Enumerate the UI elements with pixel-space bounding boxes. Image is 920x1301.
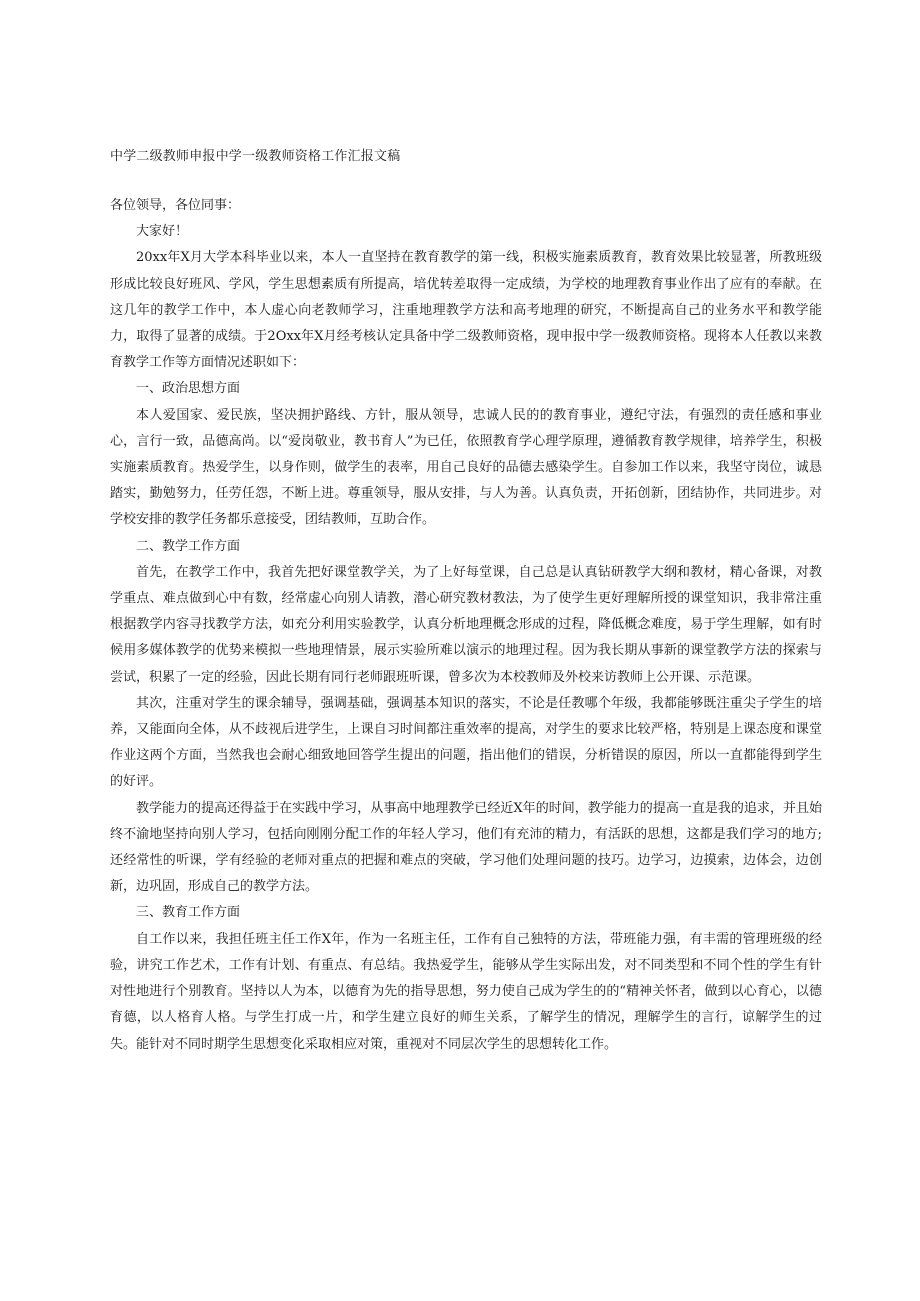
- intro-paragraph: 20xx年X月大学本科毕业以来，本人一直坚持在教育教学的第一线，积极实施素质教育，教育效果比较显著，所教班级形成比较良好班风、学风，学生思想素质有所提高，培优转差取得一定成绩，为学校的地理教育事业作出了应有的奉献。在这几年的教学工作中，本人虚心向老教师学习，注重地理教学方法和高考地理的研究，不断提高自己的业务水平和教学能力，取得了显著的成绩。于2Oxx年X月经考核认定具备中学二级教师资格，现申报中学一级教师资格。现将本人任教以来教育教学工作等方面情况述职如下：: [110, 250, 822, 371]
- section-heading-teaching: 二、教学工作方面: [136, 538, 241, 554]
- teaching-paragraph-1: 首先，在教学工作中，我首先把好课堂教学关，为了上好每堂课，自己总是认真钻研教学大纲和教材，精心备课，对教学重点、难点做到心中有数，经常虚心向别人请教，潜心研究教材教法，为了使学生更好理解所授的课堂知识，我非常注重根据教学内容寻找教学方法，如充分利用实验教学，认真分析地理概念形成的过程，降低概念难度，易于学生理解，如有时候用多媒体教学的优势来模拟一些地理情景，展示实验所难以演示的地理过程。因为我长期从事新的课堂教学方法的探索与尝试，积累了一定的经验，因此长期有同行老师跟班听课，曾多次为本校教师及外校来访教师上公开课、示范课。: [110, 564, 822, 685]
- teaching-paragraph-2: 其次，注重对学生的课余辅导，强调基础，强调基本知识的落实，不论是任教哪个年级，我都能够既注重尖子学生的培养，又能面向全体，从不歧视后进学生，上课自习时间都注重效率的提高，对学生的要求比较严格，特别是上课态度和课堂作业这两个方面，当然我也会耐心细致地回答学生提出的问题，指出他们的错误，分析错误的原因，所以一直都能得到学生的好评。: [110, 695, 822, 790]
- document-body: [110, 193, 822, 1058]
- political-paragraph: 本人爱国家、爱民族，坚决拥护路线、方针，服从领导，忠诚人民的的教育事业，遵纪守法，有强烈的责任感和事业心，言行一致，品德高尚。以“爱岗敬业，教书育人”为已任，依照教育学心理学原理，遵循教育教学规律，培养学生，积极实施素质教育。热爱学生，以身作则，做学生的表率，用自己良好的品德去感染学生。自参加工作以来，我坚守岗位，诚恳踏实，勤勉努力，任劳任怨，不断上进。尊重领导，服从安排，与人为善。认真负责，开拓创新，团结协作，共同进步。对学校安排的教学任务都乐意接受，团结教师，互助合作。: [110, 407, 822, 528]
- section-heading-education: 三、教育工作方面: [136, 905, 241, 921]
- document-title: 中学二级教师申报中学一级教师资格工作汇报文稿: [110, 149, 401, 164]
- education-paragraph: 自工作以来，我担任班主任工作X年，作为一名班主任，工作有自己独特的方法，带班能力强，有丰需的管理班级的经验，讲究工作艺术，工作有计划、有重点、有总结。我热爱学生，能够从学生实际出发，对不同类型和不同个性的学生有针对性地进行个别教育。坚持以人为本，以德育为先的指导思想，努力使自己成为学生的的“精神关怀者，做到以心育心，以德育德，以人格育人格。与学生打成一片，和学生建立良好的师生关系，了解学生的情况，理解学生的言行，谅解学生的过失。能针对不同时期学生思想变化采取相应对策，重视对不同层次学生的思想转化工作。: [110, 931, 822, 1052]
- salutation: 各位领导，各位同事：: [110, 198, 241, 213]
- greeting-paragraph: 大家好！: [136, 224, 189, 240]
- teaching-paragraph-3: 教学能力的提高还得益于在实践中学习，从事高中地理教学已经近X年的时间，教学能力的提高一直是我的追求，并且始终不渝地坚持向别人学习，包括向刚刚分配工作的年轻人学习，他们有充沛的精力，有活跃的思想，这都是我们学习的地方;还经常性的听课，学有经验的老师对重点的把握和难点的突破，学习他们处理问题的技巧。边学习，边摸索，边体会，边创新，边巩固，形成自己的教学方法。: [110, 800, 822, 895]
- section-heading-political: 一、政治思想方面: [136, 381, 241, 397]
